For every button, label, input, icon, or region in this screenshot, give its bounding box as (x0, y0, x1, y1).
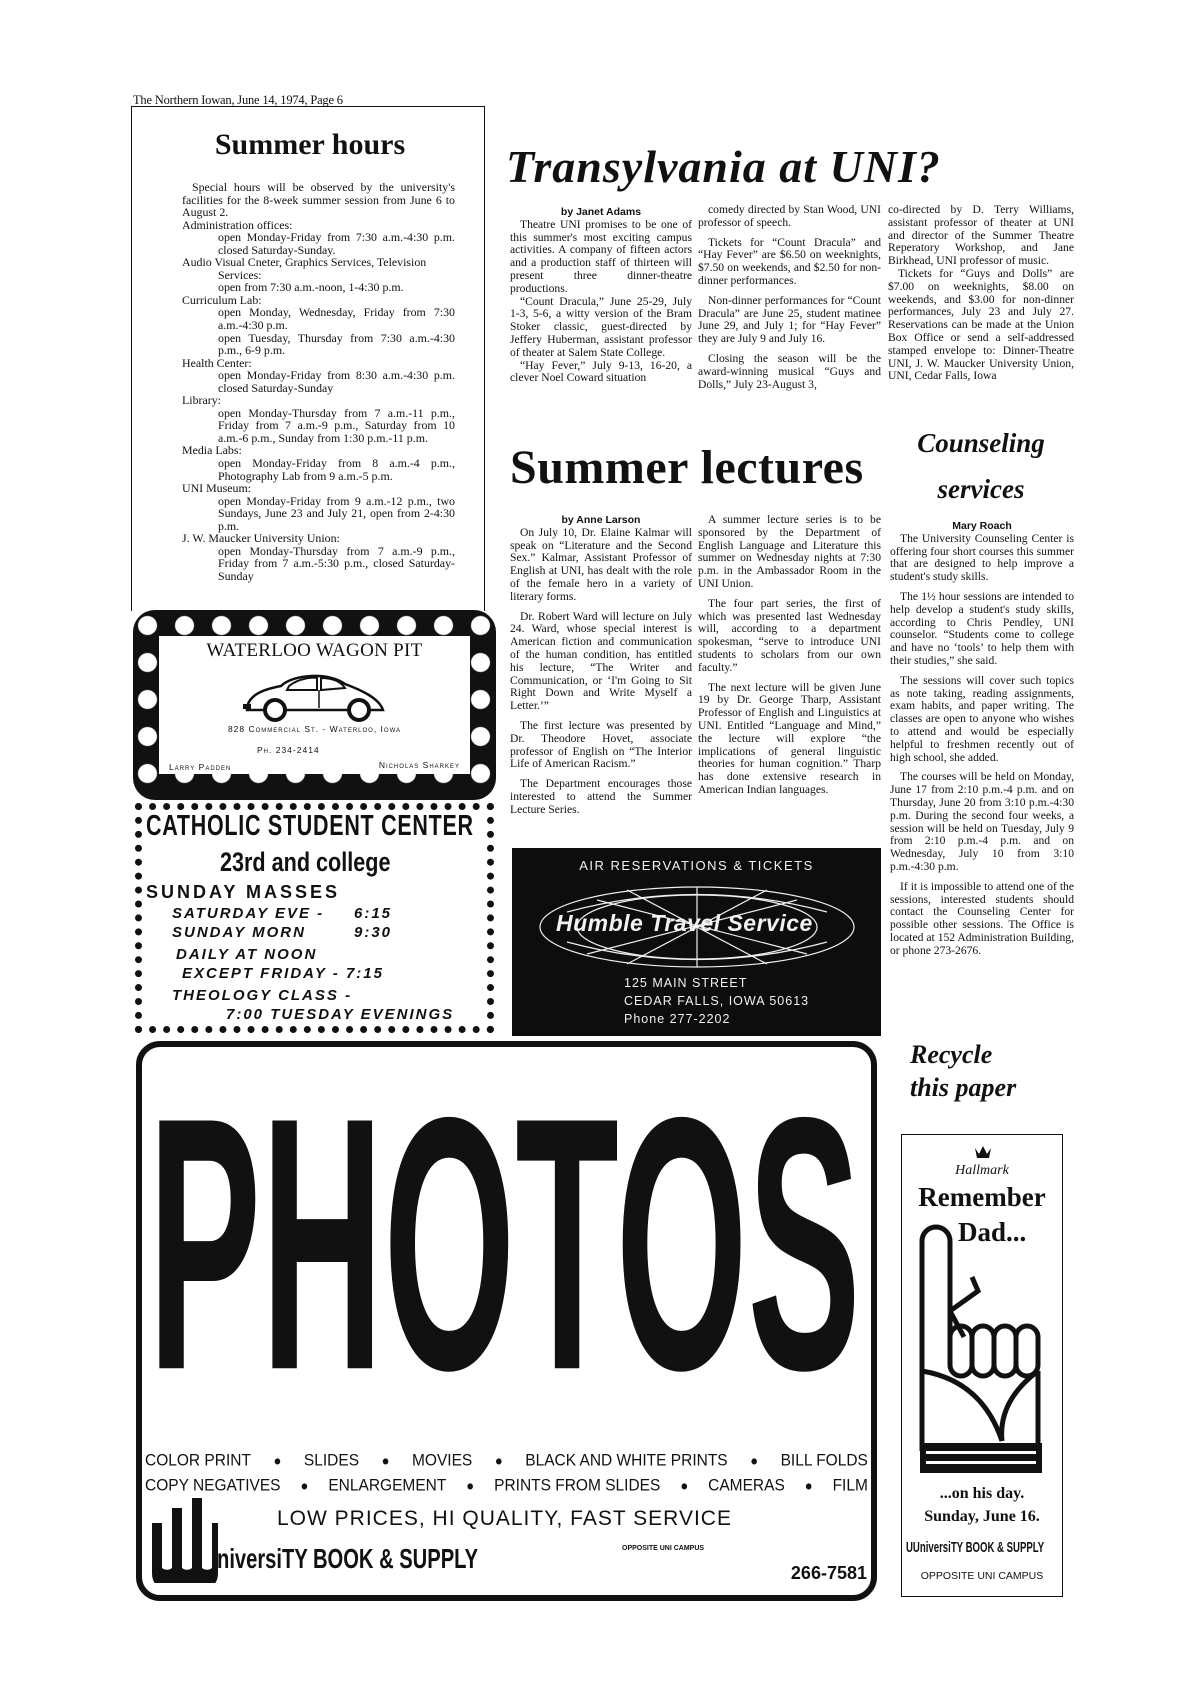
facility-hours: open from 7:30 a.m.-noon, 1-4:30 p.m. (218, 280, 404, 295)
article-paragraph: comedy directed by Stan Wood, UNI professor of speech. (698, 203, 881, 229)
counseling-byline: Mary Roach (952, 520, 1012, 532)
mass-time-label: SUNDAY MORN (172, 924, 306, 941)
photos-services-row-1 (145, 1451, 868, 1471)
humble-travel-ad (512, 848, 881, 1036)
counseling-headline-1: Counseling (917, 428, 1045, 458)
article-paragraph: Dr. Robert Ward will lecture on July 24. Ward, whose special interest is American fiction and communication of the human condition, has entitled his lecture, “The Writer and Communication, or ‘I'm Going to Sit Right Down and Write Myself a Letter.’” (510, 609, 692, 713)
wagon-ad-name: WATERLOO WAGON PIT (206, 640, 423, 661)
paragraph-list (888, 204, 1074, 383)
bullet-icon: ● (804, 1477, 813, 1494)
facility-hours: open Monday-Thursday from 7 a.m.-11 p.m., Friday from 7 a.m.-9 p.m., Saturday from 10 a.m.-6 p.m., Sunday from 1:30 p.m.-11 p.m. (218, 405, 455, 445)
article-paragraph: The four part series, the first of which was presented last Wednesday will, according to a department spokesman, “serve to introduce UNI students to scholars from our own faculty.” (698, 596, 881, 674)
travel-ad-tagline: AIR RESERVATIONS & TICKETS (579, 858, 814, 873)
facility-hours: open Monday, Wednesday, Friday from 7:30 a.m.-4:30 p.m. (218, 305, 455, 333)
facility-hours: open Monday-Friday from 8:30 a.m.-4:30 p.m. closed Saturday-Sunday (218, 368, 455, 395)
wagon-ad-phone: Ph. 234-2414 (257, 745, 320, 755)
summer-hours-title: Summer hours (214, 128, 406, 161)
article-paragraph: The Department encourages those interested to attend the Summer Lecture Series. (510, 777, 692, 816)
bullet-icon: ● (300, 1477, 309, 1494)
article-paragraph: Non-dinner performances for “Count Dracula” are June 25, student matinee June 29, and July 1; for “Hay Fever” they are July 9 and July 16. (698, 293, 881, 346)
recycle-line-1: Recycle (910, 1040, 993, 1069)
facility-hours: open Tuesday, Thursday from 7:30 a.m.-4:30 p.m., 6-9 p.m. (218, 330, 455, 358)
photos-phone: 266-7581 (790, 1563, 867, 1583)
catholic-ad-theology-time: 7:00 TUESDAY EVENINGS (226, 1006, 455, 1023)
summer-hours-entries (182, 219, 455, 583)
catholic-ad-title: CATHOLIC STUDENT CENTER (146, 810, 474, 842)
counseling-headline-2: services (937, 474, 1025, 504)
article-paragraph: The University Counseling Center is offering four short courses this summer that are designed to help improve a student's study skills. (890, 531, 1074, 584)
hallmark-store-name: UUniversiTY BOOK & SUPPLY (906, 1539, 1045, 1556)
photos-service-item: COLOR PRINT (145, 1451, 251, 1470)
hallmark-opposite-campus: OPPOSITE UNI CAMPUS (920, 1570, 1044, 1582)
hallmark-date: Sunday, June 16. (924, 1508, 1040, 1525)
wagon-ad-address: 828 Commercial St. - Waterloo, Iowa (227, 724, 402, 734)
photos-service-item: MOVIES (411, 1451, 473, 1470)
article-paragraph: “Count Dracula,” June 25-29, July 1-3, 5-6, a witty version of the Bram Stoker classic, guest-directed by Jeffery Huberman, assistant professor of theater at Salem State College. (510, 294, 692, 359)
photos-ad (136, 1041, 877, 1601)
catholic-ad-daily-except: EXCEPT FRIDAY - 7:15 (182, 965, 384, 982)
paragraph-list (890, 533, 1074, 958)
wagon-ad-owner-1: Larry Padden (169, 762, 232, 772)
travel-ad-address (624, 974, 809, 1028)
bullet-icon: ● (381, 1452, 390, 1469)
article-paragraph: co-directed by D. Terry Williams, assistant professor of theater at UNI and director of the Summer Theatre Reperatory Workshop, and Jane Birkhead, UNI professor of music. (888, 203, 1074, 268)
catholic-ad-daily: DAILY AT NOON (176, 946, 318, 963)
transylvania-col-1 (510, 206, 692, 385)
facility-label: UNI Museum: (182, 481, 252, 496)
facility-label: Media Labs: (182, 443, 242, 458)
photos-services-row-2 (145, 1476, 868, 1496)
article-paragraph: The courses will be held on Monday, June 17 from 2:10 p.m.-4 p.m. and on Thursday, June 20 from 3:10 p.m.-4:30 p.m. During the second four weeks, a session will be held on Tuesday, July 9 from 2:10 p.m.-4 p.m. and on Wednesday, July 10 from 3:10 p.m.-4:30 p.m. (890, 770, 1074, 873)
article-paragraph: The first lecture was presented by Dr. Theodore Hovet, associate professor of English on “The Interior Life of American Racism.” (510, 718, 692, 771)
travel-ad-city: CEDAR FALLS, IOWA 50613 (624, 994, 810, 1008)
hallmark-remember: Remember (918, 1182, 1046, 1212)
article-paragraph: The sessions will cover such topics as note taking, reading assignments, exam habits, and paper writing. The classes are open to anyone who wishes to attend and would be especially helpful to freshmen recently out of high school, she added. (890, 673, 1074, 764)
lectures-col-2 (698, 514, 881, 797)
paragraph-list (698, 514, 881, 797)
mass-time-value: 6:15 (354, 905, 393, 922)
bullet-icon: ● (494, 1452, 503, 1469)
article-paragraph: If it is impossible to attend one of the sessions, interested students should contact the Counseling Center for possible other sessions. The Office is located at 152 Administration Building, or phone 273-2676. (890, 879, 1074, 957)
hallmark-ad (901, 1134, 1063, 1597)
hallmark-tagline: ...on his day. (939, 1485, 1025, 1502)
bullet-icon: ● (680, 1477, 689, 1494)
photos-service-item: ENLARGEMENT (328, 1476, 447, 1495)
photos-opposite-campus: OPPOSITE UNI CAMPUS (622, 1545, 705, 1552)
transylvania-col-2 (698, 204, 881, 391)
facility-hours: open Monday-Friday from 7:30 a.m.-4:30 p.m. closed Saturday-Sunday. (218, 230, 455, 257)
photos-service-item: BILL FOLDS (780, 1451, 868, 1470)
facility-hours: open Monday-Friday from 8 a.m.-4 p.m., Photography Lab from 9 a.m.-5 p.m. (218, 456, 455, 483)
hand-with-bow-icon (914, 1221, 1054, 1481)
photos-slogan: LOW PRICES, HI QUALITY, FAST SERVICE (277, 1507, 732, 1530)
article-paragraph: The 1½ hour sessions are intended to help develop a student's study skills, according to Chris Pendley, UNI counselor. “Students come to college and have no ‘tools’ to help them with their studies,” she said. (890, 589, 1074, 667)
photos-service-item: BLACK AND WHITE PRINTS (525, 1451, 728, 1470)
paragraph-list (510, 527, 692, 817)
article-paragraph: The next lecture will be given June 19 by Dr. George Tharp, Assistant Professor of English and Linguistics at UNI. Entitled “Language and Mind,” the lecture will explore “the implications of general linguistic theories for human cognition.” Tharp has done extensive research in American Indian languages. (698, 680, 881, 796)
mass-time-label: SATURDAY EVE - (172, 905, 325, 922)
bullet-icon: ● (466, 1477, 475, 1494)
paragraph-list (698, 204, 881, 391)
facility-label: Audio Visual Cneter, Graphics Services, Television Services: (182, 255, 427, 282)
masthead: The Northern Iowan, June 14, 1974, Page 6 (133, 93, 343, 107)
transylvania-col-3 (888, 204, 1074, 383)
summer-hours-body (182, 181, 455, 583)
counseling-col (890, 520, 1074, 958)
facility-label: J. W. Maucker University Union: (182, 531, 340, 546)
bullet-icon: ● (273, 1452, 282, 1469)
lectures-byline: by Anne Larson (561, 514, 641, 526)
article-paragraph: Tickets for “Guys and Dolls” are $7.00 on weeknights, $8.00 on weekends, and $3.00 for non-dinner performances, July 23 and July 27. Reservations can be made at the Union Box Office or send a self-addressed stamped envelope to: Dinner-Theatre UNI, J. W. Maucker University Union, UNI, Cedar Falls, Iowa (888, 266, 1074, 383)
lectures-headline: Summer lectures (510, 441, 864, 494)
catholic-ad-theology: THEOLOGY CLASS - (172, 987, 353, 1004)
facility-label: Curriculum Lab: (182, 292, 262, 307)
university-book-supply-logo (150, 1493, 220, 1583)
catholic-student-center-ad (135, 803, 494, 1033)
article-paragraph: “Hay Fever,” July 9-13, 16-20, a clever Noel Coward situation (510, 358, 692, 385)
photos-service-item: PRINTS FROM SLIDES (494, 1476, 661, 1495)
photos-service-item: FILM (832, 1476, 868, 1495)
photos-store-name: niversiTY BOOK & SUPPLY (217, 1543, 479, 1574)
bullet-icon: ● (750, 1452, 759, 1469)
travel-ad-name: Humble Travel Service (556, 910, 813, 936)
article-paragraph: Theatre UNI promises to be one of this summer's most exciting campus activities. A company of fifteen actors and a production staff of thirteen will present three dinner-theatre productions. (510, 217, 692, 295)
summer-hours-intro: Special hours will be observed by the university's facilities for the 8-week summer session from June 6 to August 2. (182, 180, 455, 220)
transylvania-byline: by Janet Adams (560, 206, 642, 218)
crown-icon (974, 1144, 992, 1160)
hallmark-dad: Dad... (958, 1217, 1027, 1247)
volkswagen-beetle-icon (241, 670, 391, 722)
facility-label: Health Center: (182, 355, 252, 370)
facility-hours: open Monday-Thursday from 7 a.m.-9 p.m., Friday from 7 a.m.-5:30 p.m., closed Saturday-Sunday (218, 543, 455, 583)
photos-service-item: COPY NEGATIVES (145, 1476, 281, 1495)
transylvania-headline: Transylvania at UNI? (506, 141, 941, 192)
lectures-col-1 (510, 514, 692, 817)
article-paragraph: A summer lecture series is to be sponsored by the Department of English Language and Literature this summer on Wednesday nights at 7:30 p.m. in the Ambassador Room in the UNI Union. (698, 513, 881, 590)
mass-time-value: 9:30 (354, 924, 393, 941)
waterloo-wagon-pit-ad (133, 610, 496, 800)
photos-headline: PHOTOS (148, 1041, 861, 1445)
facility-label: Administration offices: (182, 217, 293, 232)
catholic-ad-address: 23rd and college (220, 847, 391, 877)
travel-ad-street: 125 MAIN STREET (624, 976, 748, 990)
article-paragraph: Tickets for “Count Dracula” and “Hay Fever” are $6.50 on weeknights, $7.50 on weekends, and $2.50 for non-dinner performances. (698, 235, 881, 287)
photos-service-item: SLIDES (303, 1451, 360, 1470)
catholic-ad-masses: SUNDAY MASSES (146, 882, 341, 902)
facility-hours: open Monday-Friday from 9 a.m.-12 p.m., two Sundays, June 23 and July 21, open from 2-4:30 p.m. (218, 493, 455, 533)
facility-label: Library: (182, 393, 221, 408)
article-paragraph: Closing the season will be the award-winning musical “Guys and Dolls,” July 23-August 3, (698, 351, 881, 391)
article-paragraph: On July 10, Dr. Elaine Kalmar will speak on “Literature and the Second Sex.” Kalmar, Assistant Professor of English at UNI, has dealt with the role of the female hero in a variety of literary forms. (510, 525, 692, 603)
travel-ad-phone: Phone 277-2202 (624, 1012, 731, 1026)
photos-service-item: CAMERAS (708, 1476, 785, 1495)
recycle-line-2: this paper (910, 1073, 1017, 1102)
hallmark-logo: Hallmark (955, 1163, 1009, 1178)
wagon-ad-owner-2: Nicholas Sharkey (378, 760, 460, 770)
paragraph-list (510, 219, 692, 385)
